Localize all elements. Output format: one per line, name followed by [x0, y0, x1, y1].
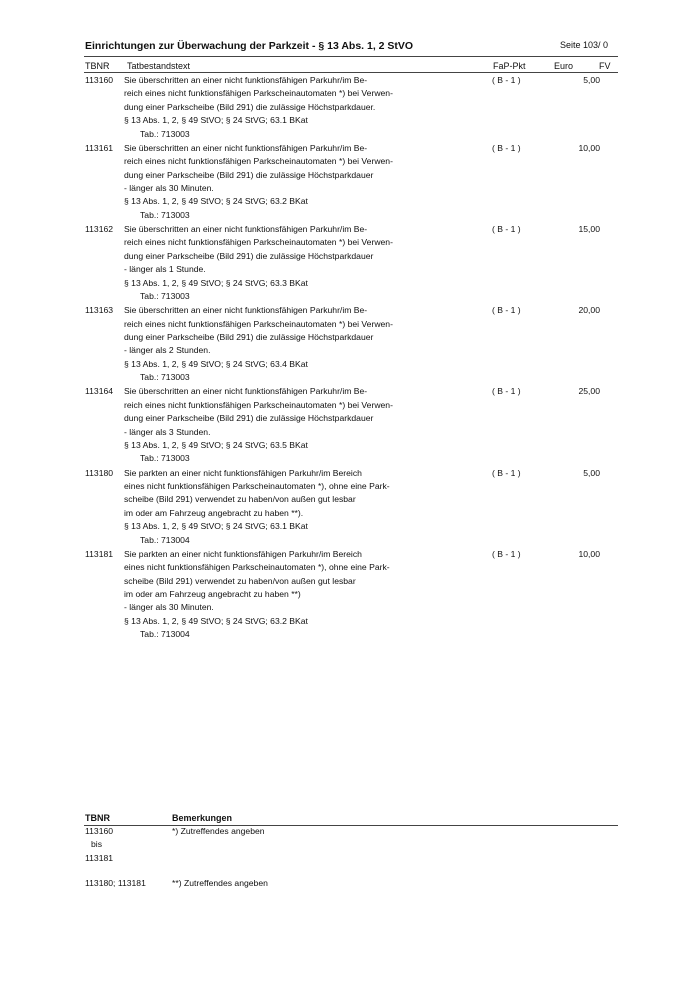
euro-amount: 25,00 — [578, 386, 600, 397]
remark-2-text: **) Zutreffendes angeben — [172, 878, 268, 888]
remarks-header-tbnr: TBNR — [85, 813, 110, 823]
points-value: ( B - 1 ) — [492, 467, 521, 478]
legal-reference: § 13 Abs. 1, 2, § 49 StVO; § 24 StVG; 63.2 BKat — [124, 615, 308, 626]
euro-amount: 5,00 — [583, 467, 600, 478]
page-title: Einrichtungen zur Überwachung der Parkzeit - § 13 Abs. 1, 2 StVO — [85, 40, 414, 52]
euro-amount: 5,00 — [583, 75, 600, 85]
offence-text-line: reich eines nicht funktionsfähigen Parkscheinautomaten *) bei Verwen- — [124, 399, 393, 410]
offence-text — [124, 467, 444, 547]
table-reference: Tab.: 713003 — [140, 209, 190, 220]
points-value: ( B - 1 ) — [492, 224, 521, 234]
column-header-points: FaP-Pkt — [493, 61, 526, 71]
column-header-text: Tatbestandstext — [127, 61, 191, 71]
remark-code: 113181 — [85, 852, 114, 863]
remarks-header-text: Bemerkungen — [172, 813, 233, 823]
offence-text-line: dung einer Parkscheibe (Bild 291) die zulässige Höchstparkdauer — [124, 413, 374, 424]
offence-text-line: dung einer Parkscheibe (Bild 291) die zulässige Höchstparkdauer — [124, 250, 374, 261]
table-reference: Tab.: 713003 — [140, 372, 190, 383]
legal-reference: § 13 Abs. 1, 2, § 49 StVO; § 24 StVG; 63.5 BKat — [124, 440, 308, 451]
table-reference: Tab.: 713004 — [140, 534, 190, 545]
offence-text-line: scheibe (Bild 291) verwendet zu haben/von außen gut lesbar — [124, 494, 356, 505]
offence-text-line: eines nicht funktionsfähigen Parkscheinautomaten *), ohne eine Park- — [124, 562, 390, 573]
offence-text-line: Sie überschritten an einer nicht funktionsfähigen Parkuhr/im Be- — [124, 305, 368, 316]
offence-text — [124, 223, 444, 303]
page-number: Seite 103/ 0 — [560, 40, 609, 50]
offence-text-line: Sie parkten an einer nicht funktionsfähigen Parkuhr/im Bereich — [124, 548, 362, 559]
offence-text-line: - länger als 30 Minuten. — [124, 183, 214, 194]
header-top-rule — [84, 56, 618, 57]
tbnr-code: 113160 — [85, 75, 114, 85]
table-reference: Tab.: 713003 — [140, 291, 190, 302]
offence-text-line: Sie überschritten an einer nicht funktionsfähigen Parkuhr/im Be- — [124, 75, 368, 85]
tbnr-code: 113164 — [85, 386, 114, 397]
offence-text — [124, 74, 444, 141]
points-value: ( B - 1 ) — [492, 142, 521, 153]
header-bottom-rule — [84, 72, 618, 73]
offence-text-line: reich eines nicht funktionsfähigen Parkscheinautomaten *) bei Verwen- — [124, 156, 393, 167]
remarks-rule — [84, 825, 618, 826]
table-reference: Tab.: 713003 — [140, 453, 190, 464]
legal-reference: § 13 Abs. 1, 2, § 49 StVO; § 24 StVG; 63.2 BKat — [124, 196, 308, 207]
offence-text-line: dung einer Parkscheibe (Bild 291) die zulässige Höchstparkdauer — [124, 332, 374, 342]
column-header-fv: FV — [599, 61, 611, 71]
offence-text-line: eines nicht funktionsfähigen Parkscheinautomaten *), ohne eine Park- — [124, 481, 390, 491]
offence-text-line: Sie parkten an einer nicht funktionsfähigen Parkuhr/im Bereich — [124, 467, 362, 478]
tbnr-code: 113161 — [85, 142, 114, 153]
offence-text — [124, 548, 444, 642]
offence-text-line: dung einer Parkscheibe (Bild 291) die zulässige Höchstparkdauer — [124, 169, 374, 180]
tbnr-code: 113181 — [85, 548, 114, 559]
offence-text-line: reich eines nicht funktionsfähigen Parkscheinautomaten *) bei Verwen- — [124, 88, 393, 99]
remark-1-codes — [85, 825, 113, 865]
remark-2-codes: 113180; 113181 — [85, 878, 146, 888]
offence-text-line: reich eines nicht funktionsfähigen Parkscheinautomaten *) bei Verwen- — [124, 237, 393, 248]
points-value: ( B - 1 ) — [492, 386, 521, 397]
tbnr-code: 113162 — [85, 224, 114, 234]
remark-code: 113160 — [85, 826, 114, 836]
table-reference: Tab.: 713004 — [140, 629, 190, 640]
remark-1-text: *) Zutreffendes angeben — [172, 826, 265, 836]
offence-text-line: Sie überschritten an einer nicht funktionsfähigen Parkuhr/im Be- — [124, 142, 368, 153]
tbnr-code: 113163 — [85, 305, 114, 316]
legal-reference: § 13 Abs. 1, 2, § 49 StVO; § 24 StVG; 63.3 BKat — [124, 277, 308, 288]
euro-amount: 10,00 — [578, 142, 600, 153]
offence-text-line: - länger als 30 Minuten. — [124, 602, 214, 613]
offence-text-line: Sie überschritten an einer nicht funktionsfähigen Parkuhr/im Be- — [124, 386, 368, 397]
offence-text — [124, 142, 444, 222]
offence-text-line: - länger als 3 Stunden. — [124, 426, 211, 437]
points-value: ( B - 1 ) — [492, 548, 521, 559]
offence-text — [124, 304, 444, 384]
legal-reference: § 13 Abs. 1, 2, § 49 StVO; § 24 StVG; 63.1 BKat — [124, 521, 308, 532]
points-value: ( B - 1 ) — [492, 75, 521, 85]
offence-text-line: im oder am Fahrzeug angebracht zu haben **) — [124, 589, 301, 600]
offence-text-line: im oder am Fahrzeug angebracht zu haben **). — [124, 507, 304, 518]
legal-reference: § 13 Abs. 1, 2, § 49 StVO; § 24 StVG; 63.4 BKat — [124, 358, 308, 369]
euro-amount: 20,00 — [578, 305, 600, 316]
euro-amount: 10,00 — [578, 548, 600, 559]
offence-text-line: - länger als 2 Stunden. — [124, 345, 211, 356]
column-header-euro: Euro — [554, 61, 574, 71]
legal-reference: § 13 Abs. 1, 2, § 49 StVO; § 24 StVG; 63.1 BKat — [124, 115, 308, 126]
table-reference: Tab.: 713003 — [140, 128, 190, 139]
offence-text-line: - länger als 1 Stunde. — [124, 264, 206, 275]
offence-text-line: scheibe (Bild 291) verwendet zu haben/von außen gut lesbar — [124, 575, 356, 586]
column-header-tbnr: TBNR — [85, 61, 110, 71]
offence-text-line: dung einer Parkscheibe (Bild 291) die zulässige Höchstparkdauer. — [124, 101, 376, 112]
offence-text — [124, 385, 444, 465]
euro-amount: 15,00 — [578, 224, 600, 234]
offence-text-line: reich eines nicht funktionsfähigen Parkscheinautomaten *) bei Verwen- — [124, 318, 393, 329]
points-value: ( B - 1 ) — [492, 305, 521, 316]
remark-code: bis — [91, 839, 102, 850]
offence-text-line: Sie überschritten an einer nicht funktionsfähigen Parkuhr/im Be- — [124, 224, 368, 234]
tbnr-code: 113180 — [85, 467, 114, 478]
